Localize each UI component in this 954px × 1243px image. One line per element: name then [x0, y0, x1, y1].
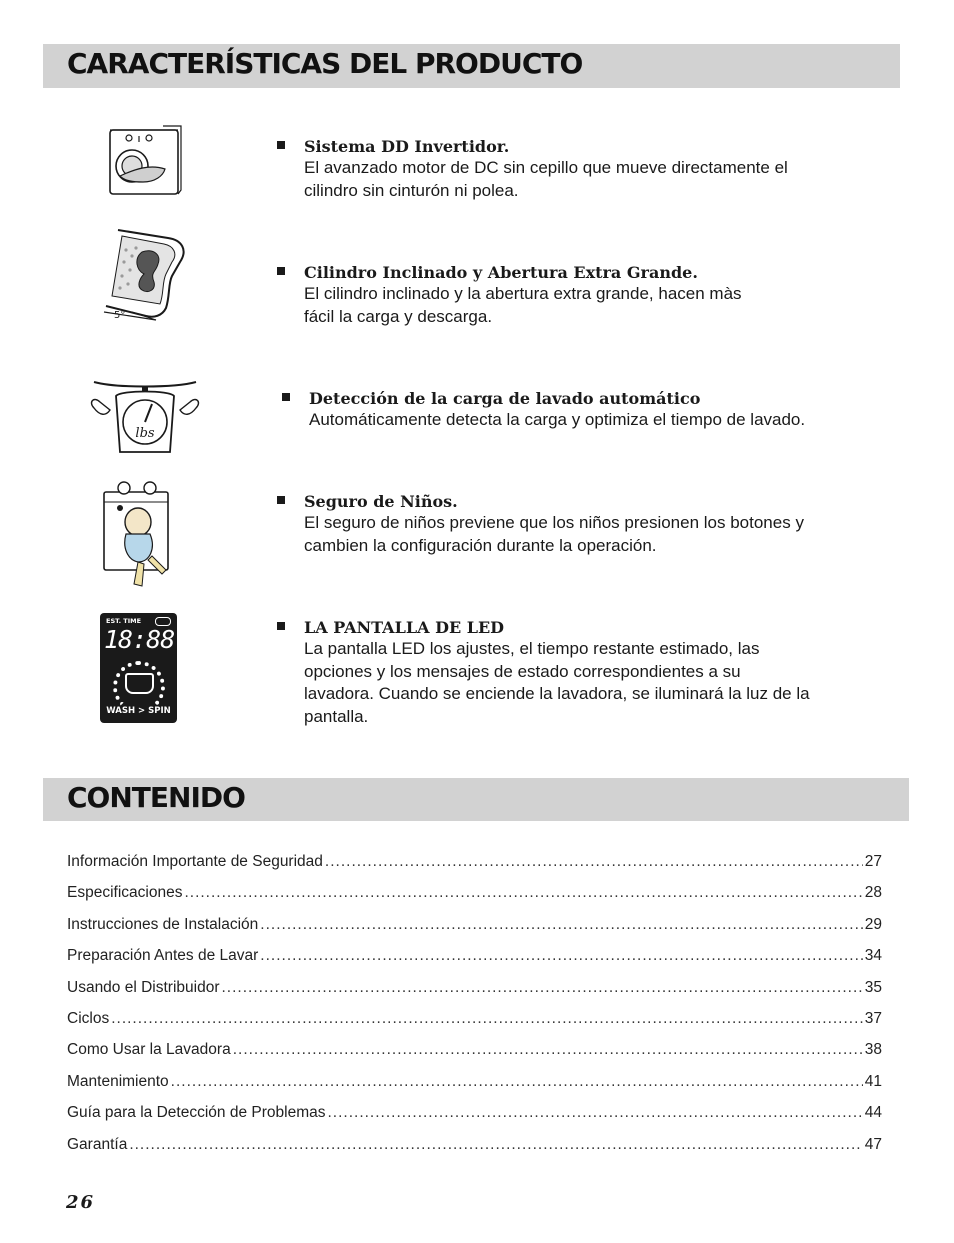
toc-row[interactable]: [67, 1073, 882, 1104]
toc-page: 27: [864, 853, 882, 870]
toc-page: 37: [864, 1009, 882, 1027]
tilted-drum-icon: [96, 224, 194, 324]
toc-label: Instrucciones de Instalación: [67, 915, 259, 933]
toc-row[interactable]: [67, 853, 882, 884]
led-digits: 18:88: [104, 625, 175, 654]
led-est-time-label: EST. TIME: [106, 617, 142, 625]
features-header: [43, 44, 900, 88]
feature-description: El cilindro inclinado y la abertura extra grande, hacen màs fácil la carga y descarga.: [304, 284, 742, 326]
feature-item: [304, 617, 874, 728]
feature-title: Detección de la carga de lavado automático: [309, 388, 879, 409]
contents-header: [43, 778, 909, 821]
contents-title: CONTENIDO: [67, 781, 245, 814]
toc-label: Guía para la Detección de Problemas: [67, 1104, 326, 1122]
toc-page: 29: [864, 915, 882, 933]
feature-item: [304, 136, 874, 202]
toc-label: Ciclos: [67, 1009, 110, 1027]
toc-row[interactable]: [67, 916, 882, 947]
feature-title: Cilindro Inclinado y Abertura Extra Grande.: [304, 262, 874, 283]
toc-label: Como Usar la Lavadora: [67, 1041, 231, 1059]
toc-row[interactable]: [67, 1041, 882, 1072]
toc-label: Especificaciones: [67, 884, 183, 902]
wash-tub-icon: [125, 673, 154, 694]
feature-description: Automáticamente detecta la carga y optimiza el tiempo de lavado.: [309, 410, 806, 429]
scale-icon: [86, 374, 204, 456]
toc-row[interactable]: [67, 1136, 882, 1167]
toc-page: 44: [864, 1104, 882, 1122]
page-number: 26: [66, 1192, 96, 1213]
scale-lbs-label: lbs: [135, 426, 155, 441]
feature-title: Sistema DD Invertidor.: [304, 136, 874, 157]
toc-label: Mantenimiento: [67, 1072, 169, 1090]
toc-label: Preparación Antes de Lavar: [67, 947, 259, 965]
toc-page: 38: [864, 1041, 882, 1059]
feature-title: Seguro de Niños.: [304, 491, 874, 512]
toc-row[interactable]: [67, 947, 882, 978]
toc-label: Usando el Distribuidor: [67, 978, 220, 996]
toc-row[interactable]: [67, 979, 882, 1010]
toc-label: Información Importante de Seguridad: [67, 853, 323, 870]
table-of-contents: [67, 853, 882, 1167]
toc-page: 35: [864, 978, 882, 996]
led-display-icon: [100, 613, 177, 723]
feature-description: La pantalla LED los ajustes, el tiempo restante estimado, las opciones y los mensajes de estado correspondientes a su lavadora. Cuando se enciende la lavadora, se iluminará la luz de la pantalla.: [304, 639, 810, 726]
toc-page: 47: [864, 1135, 882, 1153]
toc-page: 28: [864, 884, 882, 902]
toc-page: 34: [864, 947, 882, 965]
tilt-angle-label: 5°: [114, 310, 126, 321]
feature-item: [304, 262, 874, 328]
feature-description: El avanzado motor de DC sin cepillo que mueve directamente el cilindro sin cinturón ni polea.: [304, 158, 788, 200]
toc-label: Garantía: [67, 1135, 128, 1153]
features-title: CARACTERÍSTICAS DEL PRODUCTO: [67, 47, 583, 80]
direct-drive-motor-icon: [105, 124, 185, 199]
feature-title: LA PANTALLA DE LED: [304, 617, 874, 638]
toc-page: 41: [864, 1072, 882, 1090]
child-lock-icon: [98, 478, 176, 596]
toc-row[interactable]: [67, 1104, 882, 1135]
feature-description: El seguro de niños previene que los niños presionen los botones y cambien la configuración durante la operación.: [304, 513, 804, 555]
feature-item: [309, 388, 879, 432]
led-wash-spin-label: WASH > SPIN: [106, 706, 171, 716]
toc-row[interactable]: [67, 884, 882, 915]
feature-item: [304, 491, 874, 557]
toc-row[interactable]: [67, 1010, 882, 1041]
